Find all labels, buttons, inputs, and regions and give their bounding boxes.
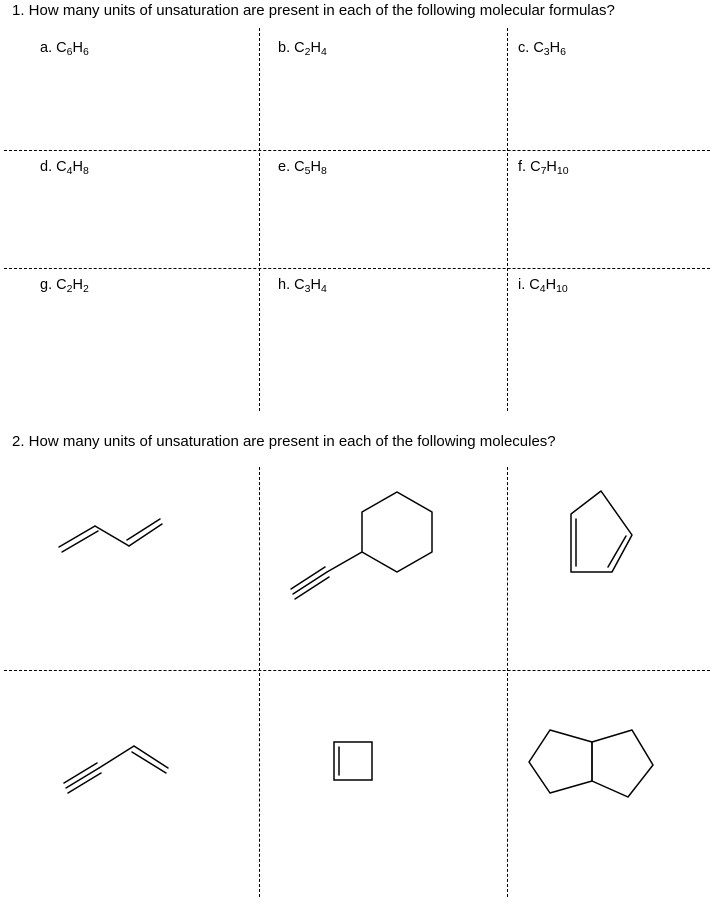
molecular-formula: $C_2H_4$ <box>294 40 327 58</box>
formula-label: e. <box>278 159 295 175</box>
molecular-formula: $C_4H_8$ <box>56 159 89 177</box>
molecular-formula: $C_3H_6$ <box>533 40 566 58</box>
molecular-formula: $C_7H_{10}$ <box>530 159 569 177</box>
molecular-formula: $C_2H_2$ <box>56 277 89 295</box>
formula-label: c. <box>518 40 534 56</box>
formula-label: d. <box>40 159 57 175</box>
molecular-formula: $C_5H_8$ <box>294 159 327 177</box>
formula-label: b. <box>278 40 295 56</box>
formula-label: g. <box>40 277 57 293</box>
molecular-formula: $C_3H_4$ <box>294 277 327 295</box>
question-2-title: 2. How many units of unsaturation are present in each of the following molecules? <box>12 433 556 450</box>
question-1-title: 1. How many units of unsaturation are present in each of the following molecular formulas? <box>12 2 615 19</box>
formula-label: a. <box>40 40 57 56</box>
formula-label: h. <box>278 277 295 293</box>
molecular-formula: $C_6H_6$ <box>56 40 89 58</box>
molecular-formula: $C_4H_{10}$ <box>529 277 568 295</box>
formula-label: f. <box>518 159 531 175</box>
formula-label: i. <box>518 277 530 293</box>
